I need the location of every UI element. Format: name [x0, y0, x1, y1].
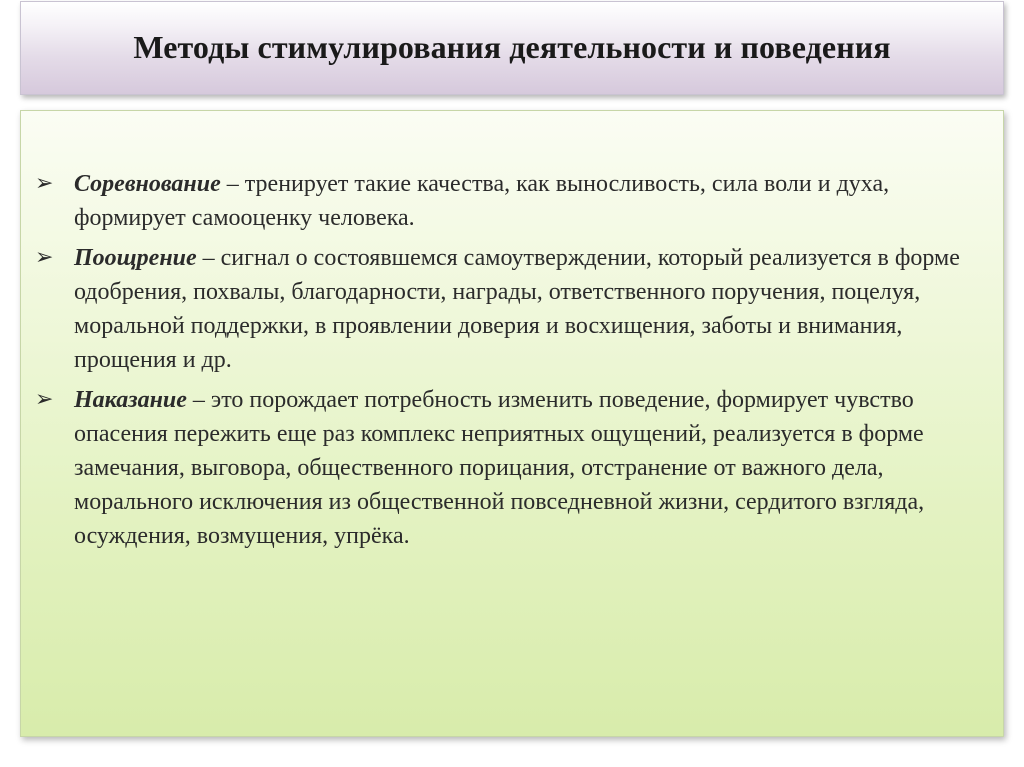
slide-title: Методы стимулирования деятельности и поведения	[133, 28, 891, 65]
bullet-description: – сигнал о состоявшемся самоутверждении, который реализуется в форме одобрения, похвалы, благодарности, награды, ответственного поручения, поцелуя, моральной поддержки, в проявлении доверия и восхищения, заботы и внимания, прощения и др.	[74, 245, 960, 373]
arrow-bullet-icon: ➢	[35, 171, 54, 196]
bullet-text	[74, 241, 983, 377]
bullet-term: Поощрение	[74, 245, 197, 271]
arrow-bullet-icon: ➢	[35, 245, 54, 270]
bullet-description: – это порождает потребность изменить поведение, формирует чувство опасения пережить еще раз комплекс неприятных ощущений, реализуется в форме замечания, выговора, общественного порицания, отстранение от важного дела, морального исключения из общественной повседневной жизни, сердитого взгляда, осуждения, возмущения, упрёка.	[74, 387, 925, 549]
bullet-list	[33, 167, 983, 559]
slide-title-box	[20, 1, 1004, 95]
arrow-bullet-icon: ➢	[35, 387, 54, 412]
bullet-item-encouragement	[33, 241, 983, 377]
bullet-term: Наказание	[74, 387, 187, 413]
bullet-term: Соревнование	[74, 171, 221, 197]
slide-content-box	[20, 110, 1004, 737]
bullet-text	[74, 167, 983, 235]
bullet-text	[74, 383, 983, 553]
bullet-description: – тренирует такие качества, как выносливость, сила воли и духа, формирует самооценку человека.	[74, 171, 890, 231]
bullet-item-competition	[33, 167, 983, 235]
bullet-item-punishment	[33, 383, 983, 553]
